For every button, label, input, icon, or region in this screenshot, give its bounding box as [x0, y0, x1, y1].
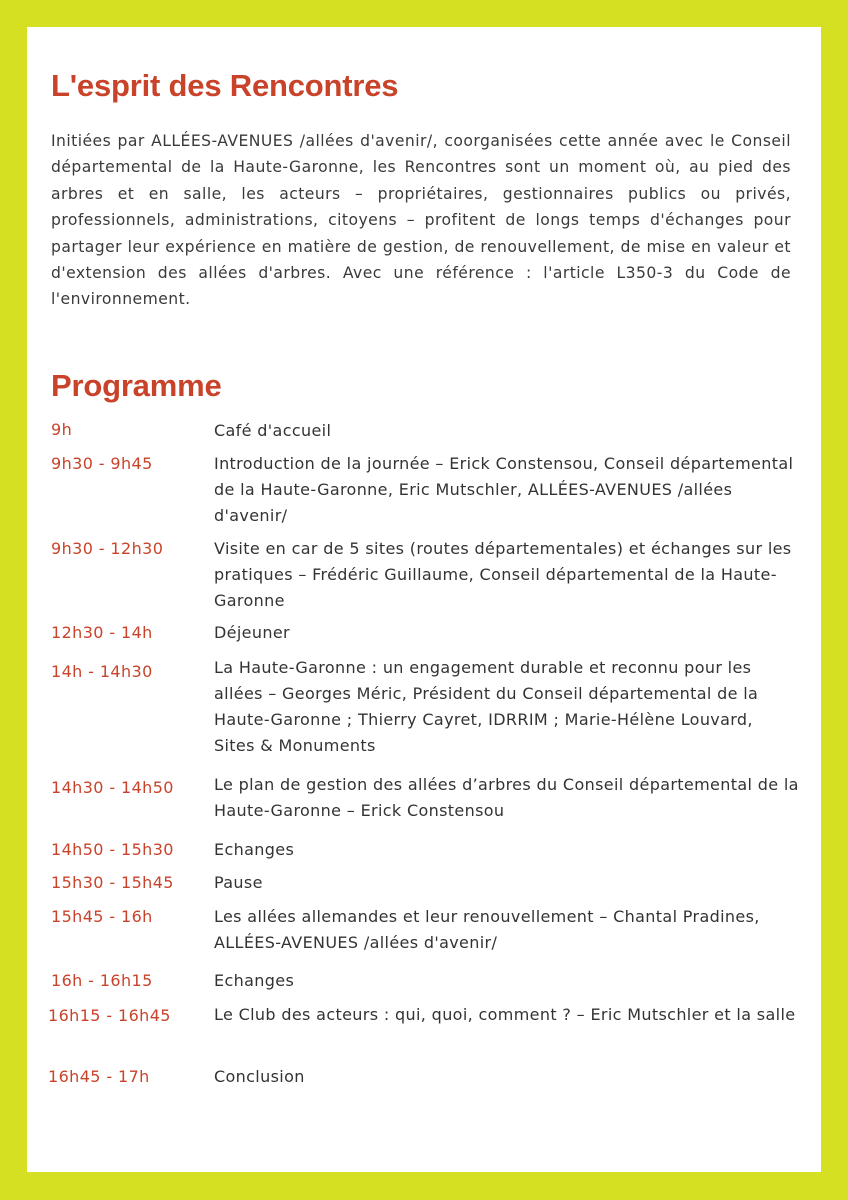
programme-description: Conclusion: [214, 1067, 305, 1086]
programme-description: Café d'accueil: [214, 421, 332, 440]
programme-time: 16h - 16h15: [51, 971, 153, 990]
programme-time: 12h30 - 14h: [51, 623, 153, 642]
programme-description: Introduction de la journée – Erick Constensou, Conseil départemental de la Haute-Garonne, Eric Mutschler, ALLÉES-AVENUES /allées d'avenir/: [214, 454, 794, 525]
programme-time: 9h30 - 12h30: [51, 539, 164, 558]
section-heading-programme: Programme: [51, 368, 222, 403]
intro-paragraph: Initiées par ALLÉES-AVENUES /allées d'avenir/, coorganisées cette année avec le Conseil départemental de la Haute-Garonne, les Rencontres sont un moment où, au pied des arbres et en salle, les acteurs – propriétaires, gestionnaires publics ou privés, professionnels, administrations, citoyens – profitent de longs temps d'échanges pour partager leur expérience en matière de gestion, de renouvellement, de mise en valeur et d'extension des allées d'arbres. Avec une référence : l'article L350-3 du Code de l'environnement.: [51, 132, 791, 309]
programme-description: Les allées allemandes et leur renouvellement – Chantal Pradines, ALLÉES-AVENUES /allées d'avenir/: [214, 907, 760, 952]
programme-time: 15h45 - 16h: [51, 907, 153, 926]
programme-description: Pause: [214, 873, 263, 892]
programme-description: Le Club des acteurs : qui, quoi, comment ? – Eric Mutschler et la salle: [214, 1005, 796, 1024]
programme-description: Echanges: [214, 840, 295, 859]
section-heading-esprit: L'esprit des Rencontres: [51, 68, 399, 103]
programme-time: 15h30 - 15h45: [51, 873, 174, 892]
programme-description: Echanges: [214, 971, 295, 990]
programme-time: 16h45 - 17h: [48, 1067, 150, 1086]
programme-description: Visite en car de 5 sites (routes départementales) et échanges sur les pratiques – Frédéric Guillaume, Conseil départemental de la Haute-Garonne: [214, 539, 792, 610]
document-page: [27, 27, 821, 1172]
programme-description: Déjeuner: [214, 623, 290, 642]
programme-list: [27, 27, 821, 1172]
programme-description: La Haute-Garonne : un engagement durable et reconnu pour les allées – Georges Méric, Président du Conseil départemental de la Haute-Garonne ; Thierry Cayret, IDRRIM ; Marie-Hélène Louvard, Sites & Monuments: [214, 658, 759, 755]
programme-time: 14h - 14h30: [51, 662, 153, 681]
programme-time: 9h: [51, 420, 73, 439]
programme-time: 14h50 - 15h30: [51, 840, 174, 859]
programme-time: 14h30 - 14h50: [51, 778, 174, 797]
programme-time: 16h15 - 16h45: [48, 1006, 171, 1025]
programme-description: Le plan de gestion des allées d’arbres du Conseil départemental de la Haute-Garonne – Erick Constensou: [214, 775, 799, 820]
programme-time: 9h30 - 9h45: [51, 454, 153, 473]
